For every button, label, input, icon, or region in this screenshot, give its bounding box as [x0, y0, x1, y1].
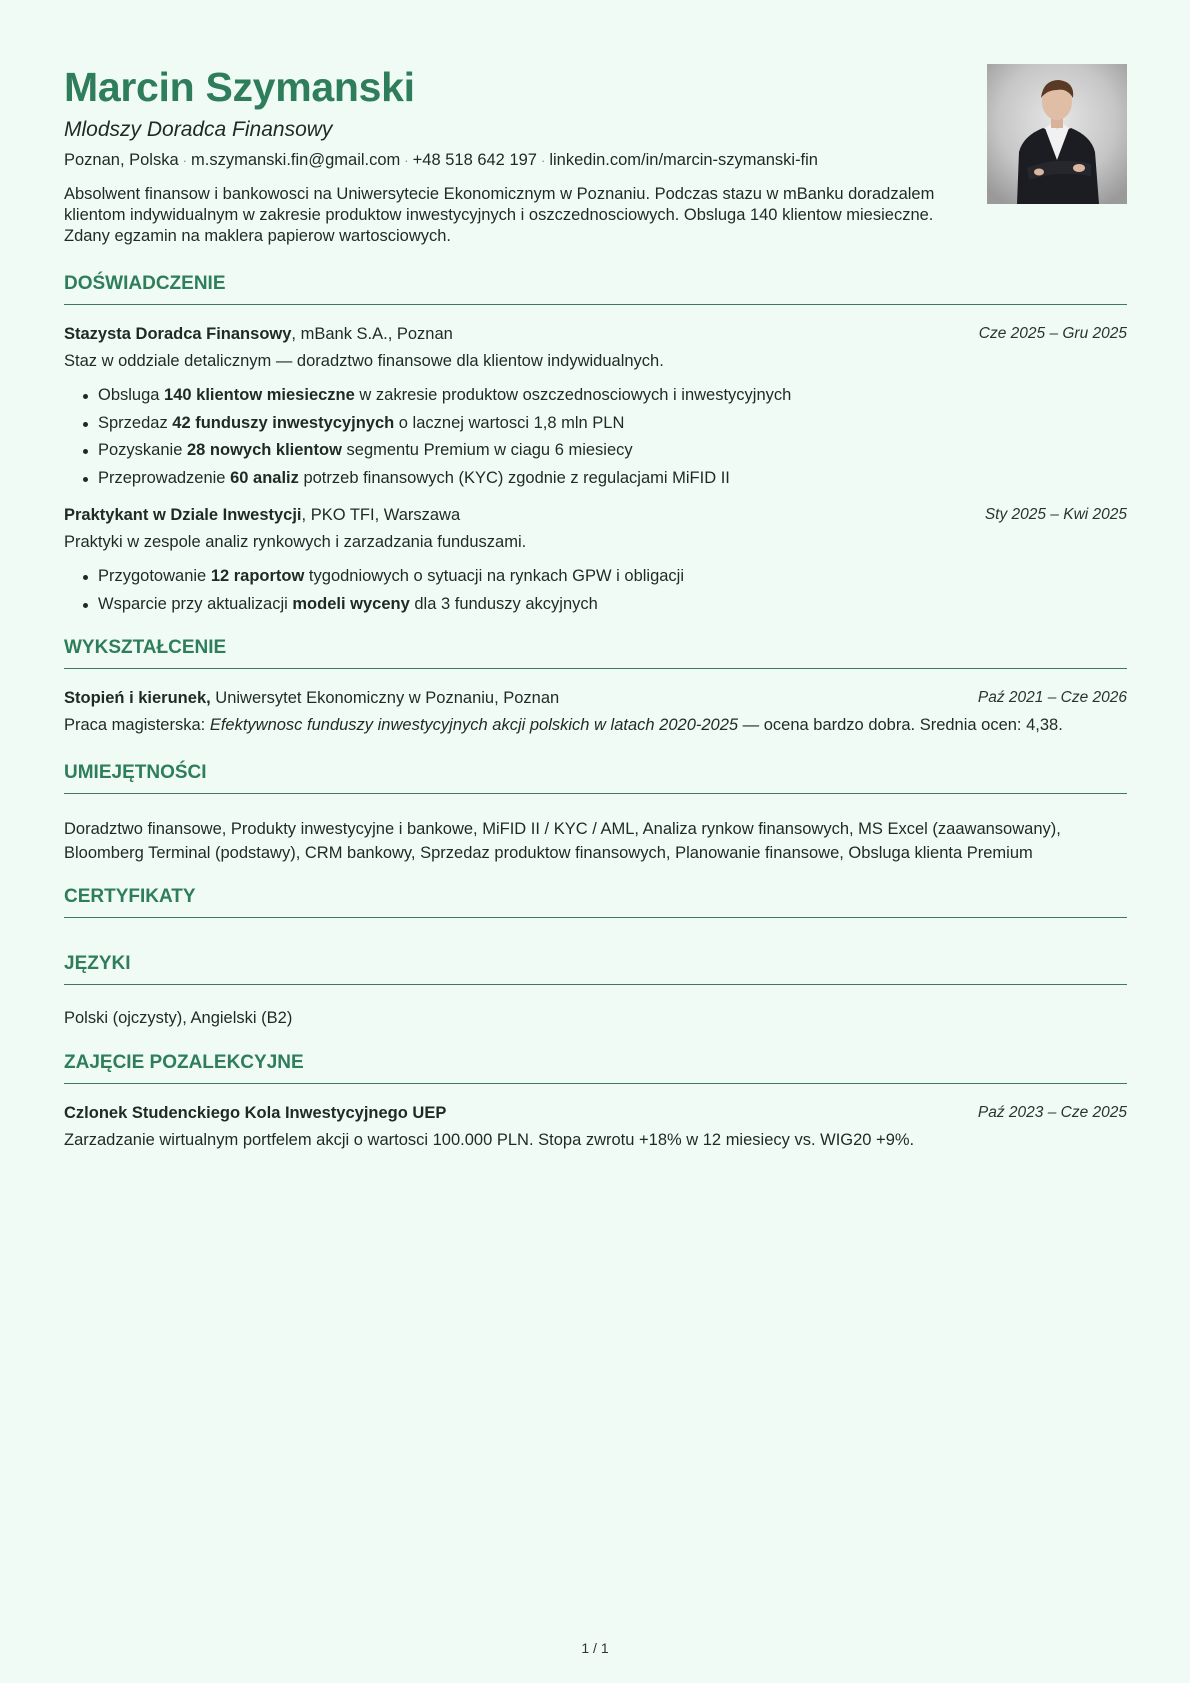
- activity-date-range: Paź 2023 – Cze 2025: [977, 1103, 1127, 1121]
- languages-section: [64, 952, 1127, 1031]
- entry-title-line: [64, 687, 559, 709]
- experience-section: [64, 272, 1127, 618]
- activity-description: Zarzadzanie wirtualnym portfelem akcji o wartosci 100.000 PLN. Stopa zwrotu +18% w 12 miesiecy vs. WIG20 +9%.: [64, 1130, 915, 1149]
- entry-title-line: [64, 323, 453, 345]
- section-title-languages: JĘZYKI: [64, 952, 1127, 985]
- school: Uniwersytet Ekonomiczny w Poznaniu, Poznan: [210, 689, 560, 707]
- job-bullets: [64, 563, 1127, 618]
- resume-page: [64, 62, 1127, 1152]
- languages-text: Polski (ojczysty), Angielski (B2): [64, 1009, 293, 1027]
- section-title-extracurricular: ZAJĘCIE POZALEKCYJNE: [64, 1051, 1127, 1084]
- education-date-range: Paź 2021 – Cze 2026: [977, 689, 1127, 706]
- job-position: Praktykant w Dziale Inwestycji: [64, 506, 302, 524]
- thesis-description: Praca magisterska: Efektywnosc funduszy inwestycyjnych akcji polskich w latach 2020-2025 — ocena bardzo dobra. Srednia ocen: 4,38.: [64, 716, 1063, 734]
- bullet-item: Przeprowadzenie 60 analiz potrzeb finansowych (KYC) zgodnie z regulacjami MiFID II: [82, 465, 1127, 493]
- separator-dot: ·: [404, 153, 409, 168]
- section-title-education: WYKSZTAŁCENIE: [64, 636, 1127, 669]
- activity-name: Czlonek Studenckiego Kola Inwestycyjnego UEP: [64, 1103, 447, 1122]
- bullet-item: Obsluga 140 klientow miesieczne w zakresie produktow oszczednosciowych i inwestycyjnych: [82, 382, 1127, 410]
- bullet-item: Pozyskanie 28 nowych klientow segmentu Premium w ciagu 6 miesiecy: [82, 437, 1127, 465]
- profile-photo: [987, 64, 1127, 204]
- separator-dot: ·: [540, 153, 546, 168]
- contact-linkedin[interactable]: linkedin.com/in/marcin-szymanski-fin: [549, 151, 818, 169]
- thesis-title: Efektywnosc funduszy inwestycyjnych akcji polskich w latach 2020-2025: [209, 716, 739, 734]
- job-description: Staz w oddziale detalicznym — doradztwo finansowe dla klientow indywidualnych.: [64, 352, 664, 370]
- experience-entry: [64, 323, 1127, 492]
- section-title-certificates: CERTYFIKATY: [64, 885, 1127, 918]
- degree: Stopień i kierunek,: [64, 689, 211, 707]
- bullet-item: Wsparcie przy aktualizacji modeli wyceny dla 3 funduszy akcyjnych: [82, 591, 1127, 619]
- education-entry: [64, 687, 1127, 737]
- page-indicator: 1 / 1: [581, 1640, 609, 1656]
- bullet-item: Przygotowanie 12 raportow tygodniowych o sytuacji na rynkach GPW i obligacji: [82, 563, 1127, 591]
- job-organization: , PKO TFI, Warszawa: [301, 506, 461, 524]
- section-title-skills: UMIEJĘTNOŚCI: [64, 761, 1127, 794]
- job-description: Praktyki w zespole analiz rynkowych i zarzadzania funduszami.: [64, 533, 527, 551]
- section-title-experience: DOŚWIADCZENIE: [64, 272, 1127, 305]
- contact-email[interactable]: m.szymanski.fin@gmail.com: [191, 151, 401, 169]
- job-organization: , mBank S.A., Poznan: [291, 325, 453, 343]
- certificates-section: [64, 885, 1127, 918]
- contact-location: Poznan, Polska: [64, 151, 179, 169]
- experience-entry: [64, 504, 1127, 618]
- job-bullets: [64, 382, 1127, 492]
- candidate-name: Marcin Szymanski: [64, 64, 415, 110]
- person-photo-icon: [987, 64, 1127, 204]
- candidate-role: Mlodszy Doradca Finansowy: [64, 118, 333, 141]
- job-date-range: Sty 2025 – Kwi 2025: [984, 506, 1127, 523]
- bullet-item: Sprzedaz 42 funduszy inwestycyjnych o lacznej wartosci 1,8 mln PLN: [82, 410, 1127, 438]
- education-section: [64, 636, 1127, 737]
- job-position: Stazysta Doradca Finansowy: [64, 325, 292, 343]
- extracurricular-section: [64, 1051, 1127, 1152]
- contact-line: [64, 149, 1127, 172]
- separator-dot: ·: [182, 153, 187, 168]
- skills-section: [64, 761, 1127, 865]
- contact-phone[interactable]: +48 518 642 197: [412, 151, 537, 169]
- skills-text: Doradztwo finansowe, Produkty inwestycyjne i bankowe, MiFID II / KYC / AML, Analiza rynkow finansowych, MS Excel (zaawansowany), Bloomberg Terminal (podstawy), CRM bankowy, Sprzedaz produktow finansowych, Planowanie finansowe, Obsluga klienta Premium: [64, 820, 1061, 862]
- entry-title-line: [64, 504, 460, 526]
- profile-summary: Absolwent finansow i bankowosci na Uniwersytecie Ekonomicznym w Poznaniu. Podczas stazu w mBanku doradzalem klientom indywidualnym w zakresie produktow inwestycyjnych i oszczednosciowych. Obsluga 140 klientow miesieczne. Zdany egzamin na maklera papierow wartosciowych.: [64, 185, 935, 245]
- resume-header: [64, 62, 1127, 260]
- extracurricular-entry: [64, 1102, 1127, 1152]
- job-date-range: Cze 2025 – Gru 2025: [978, 325, 1127, 342]
